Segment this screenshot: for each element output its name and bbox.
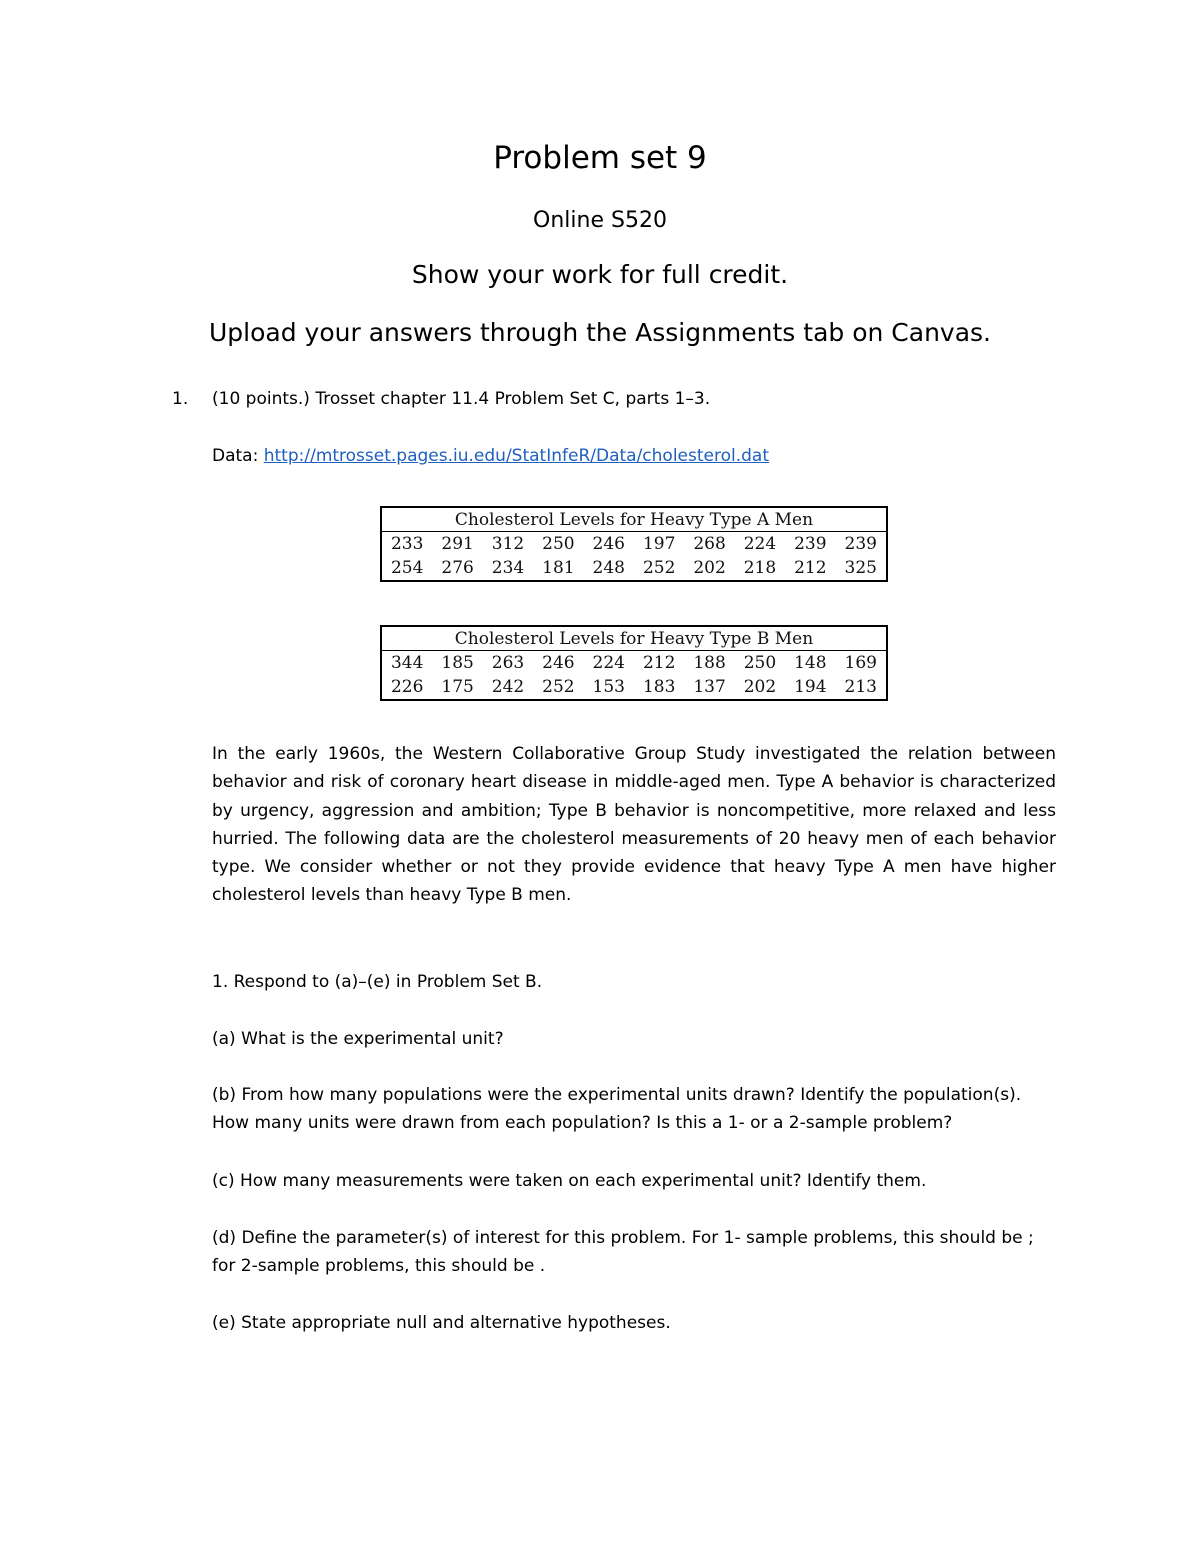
table-cell: 276 (441, 558, 474, 578)
table-cell: 250 (743, 653, 777, 673)
problem-points: (10 points.) (212, 389, 310, 409)
table-cell: 183 (642, 677, 676, 697)
table-cell: 224 (743, 534, 777, 554)
table-cell: 148 (794, 653, 827, 673)
type-a-table-title: Cholesterol Levels for Heavy Type A Men (381, 507, 887, 532)
table-row (381, 532, 887, 557)
question-e: (e) State appropriate null and alternative hypotheses. (212, 1313, 671, 1333)
table-cell: 175 (441, 677, 474, 697)
table-cell: 252 (642, 558, 676, 578)
table-cell: 312 (491, 534, 525, 554)
table-cell: 226 (390, 677, 424, 697)
table-cell: 239 (794, 534, 827, 554)
table-cell: 325 (844, 558, 877, 578)
table-cell: 234 (491, 558, 525, 578)
table-cell: 263 (491, 653, 525, 673)
question-d-line2: for 2-sample problems, this should be . (212, 1256, 546, 1277)
table-cell: 197 (642, 534, 676, 554)
table-cell: 185 (441, 653, 474, 673)
question-d-line1: (d) Define the parameter(s) of interest for this problem. For 1- sample problems, this should be ; (212, 1228, 1034, 1248)
table-cell: 181 (542, 558, 575, 578)
problem-text: Trosset chapter 11.4 Problem Set C, parts 1–3. (315, 389, 711, 409)
type-b-table-title: Cholesterol Levels for Heavy Type B Men (381, 626, 887, 651)
data-url-link[interactable]: http://mtrosset.pages.iu.edu/StatInfeR/Data/cholesterol.dat (263, 446, 770, 466)
page-title: Problem set 9 (493, 140, 707, 176)
table-cell: 246 (542, 653, 575, 673)
table-cell: 246 (592, 534, 625, 554)
question-b (212, 1081, 1021, 1138)
table-cell: 202 (743, 677, 777, 697)
table-cell: 137 (693, 677, 726, 697)
table-cell: 224 (592, 653, 625, 673)
table-row (381, 675, 887, 700)
table-cell: 242 (491, 677, 525, 697)
table-row (381, 651, 887, 676)
table-cell: 248 (592, 558, 625, 578)
table-cell: 188 (693, 653, 726, 673)
table-cell: 212 (642, 653, 676, 673)
questions-intro: 1. Respond to (a)–(e) in Problem Set B. (212, 972, 543, 992)
problem-number: 1. (172, 389, 189, 409)
table-cell: 268 (693, 534, 726, 554)
problem-heading (172, 389, 710, 409)
table-cell: 169 (844, 653, 877, 673)
table-cell: 252 (542, 677, 575, 697)
type-b-table (380, 625, 888, 701)
table-cell: 291 (441, 534, 474, 554)
data-source (212, 446, 769, 466)
question-b-line2: How many units were drawn from each population? Is this a 1- or a 2-sample problem? (212, 1113, 953, 1134)
question-a: (a) What is the experimental unit? (212, 1029, 504, 1049)
table-cell: 218 (743, 558, 777, 578)
type-a-table (380, 506, 888, 582)
table-cell: 202 (693, 558, 726, 578)
study-description: In the early 1960s, the Western Collaborative Group Study investigated the relation between behavior and risk of coronary heart disease in middle-aged men. Type A behavior is characterized by urgency, aggression and ambition; Type B behavior is noncompetitive, more relaxed and less hurried. The following data are the cholesterol measurements of 20 heavy men of each behavior type. We consider whether or not they provide evidence that heavy Type A men have higher cholesterol levels than heavy Type B men. (212, 744, 1056, 906)
question-b-line1: (b) From how many populations were the experimental units drawn? Identify the population(s). (212, 1085, 1022, 1105)
question-d (212, 1224, 1034, 1281)
table-cell: 213 (844, 677, 877, 697)
table-cell: 254 (390, 558, 424, 578)
table-cell: 344 (390, 653, 424, 673)
question-c: (c) How many measurements were taken on each experimental unit? Identify them. (212, 1171, 927, 1191)
table-cell: 194 (794, 677, 827, 697)
table-cell: 250 (542, 534, 575, 554)
instruction-show-work: Show your work for full credit. (411, 260, 789, 289)
table-cell: 212 (794, 558, 827, 578)
instruction-upload: Upload your answers through the Assignments tab on Canvas. (208, 318, 992, 347)
course-name: Online S520 (533, 208, 667, 233)
table-cell: 233 (390, 534, 424, 554)
table-cell: 239 (844, 534, 877, 554)
data-label: Data: (212, 446, 259, 466)
table-row (381, 556, 887, 581)
table-cell: 153 (592, 677, 625, 697)
